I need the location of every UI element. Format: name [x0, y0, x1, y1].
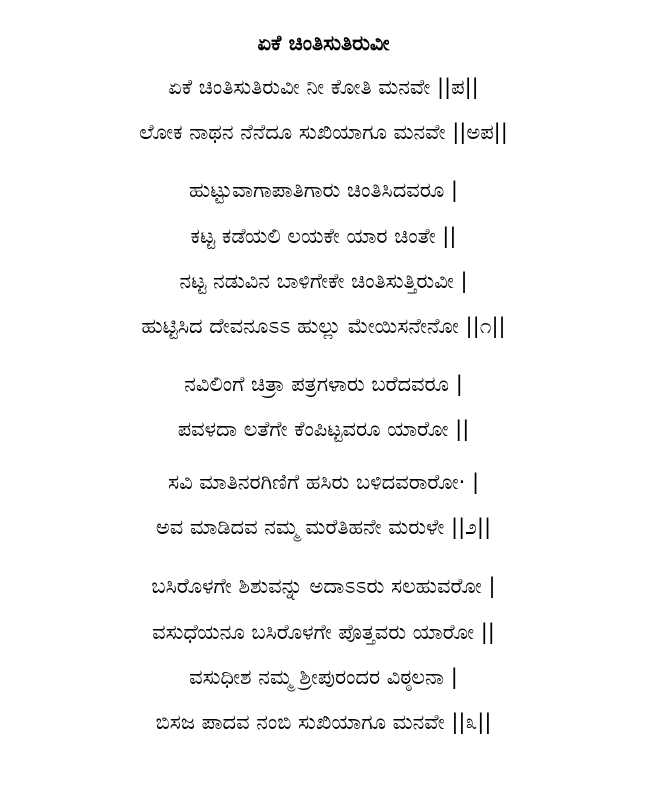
stanza-2-line-3: ನಟ್ಟ ನಡುವಿನ ಬಾಳಿಗೇಕೇ ಚಿಂತಿಸುತ್ತಿರುವೀ |	[179, 269, 468, 293]
stanza-5-line-4: ಬಿಸಜ ಪಾದವ ನಂಬಿ ಸುಖಿಯಾಗೂ ಮನವೇ ||೩||	[155, 710, 492, 734]
stanza-1-line-1: ಏಕೆ ಚಿಂತಿಸುತಿರುವೀ ನೀ ಕೋತಿ ಮನವೇ ||ಪ||	[168, 75, 479, 99]
stanza-4-line-2: ಅವ ಮಾಡಿದವ ನಮ್ಮ ಮರೆತಿಹನೇ ಮರುಳೇ ||೨||	[155, 515, 492, 539]
stanza-4-line-1: ಸವಿ ಮಾತಿನರಗಿಣಿಗೆ ಹಸಿರು ಬಳಿದವರಾರೋ· |	[167, 470, 480, 494]
stanza-1-line-2: ಲೋಕ ನಾಥನ ನೆನೆದೂ ಸುಖಿಯಾಗೂ ಮನವೇ ||ಅಪ||	[139, 120, 508, 144]
stanza-3-line-1: ನವಿಲಿಂಗೆ ಚಿತ್ರಾ ಪತ್ರಗಳಾರು ಬರೆದವರೂ |	[184, 372, 463, 396]
stanza-2-line-1: ಹುಟ್ಟುವಾಗಾಪಾತಿಗಾರು ಚಿಂತಿಸಿದವರೂ |	[188, 178, 459, 202]
stanza-3-line-2: ಪವಳದಾ ಲತೆಗೇ ಕೆಂಪಿಟ್ಟವರೂ ಯಾರೋ ||	[177, 417, 470, 441]
stanza-5-line-3: ವಸುಧೀಶ ನಮ್ಮ ಶ್ರೀಪುರಂದರ ವಿಠ್ಠಲನಾ |	[189, 665, 458, 689]
stanza-2-line-4: ಹುಟ್ಟಿಸಿದ ದೇವನೂಽಽ ಹುಲ್ಲು ಮೇಯಿಸನೇನೋ ||೧||	[141, 314, 506, 338]
stanza-5-line-2: ವಸುಧೆಯನೂ ಬಸಿರೊಳಗೇ ಪೊತ್ತವರು ಯಾರೋ ||	[152, 620, 495, 644]
stanza-2-line-2: ಕಟ್ಟ ಕಡೆಯಲಿ ಲಯಕೇ ಯಾರ ಚಿಂತೇ ||	[190, 224, 457, 248]
stanza-5-line-1: ಬಸಿರೊಳಗೇ ಶಿಶುವನ್ನು ಅದಾಽಽರು ಸಲಹುವರೋ |	[151, 574, 496, 598]
song-title: ಏಕೆ ಚಿಂತಿಸುತಿರುವೀ	[257, 31, 390, 55]
